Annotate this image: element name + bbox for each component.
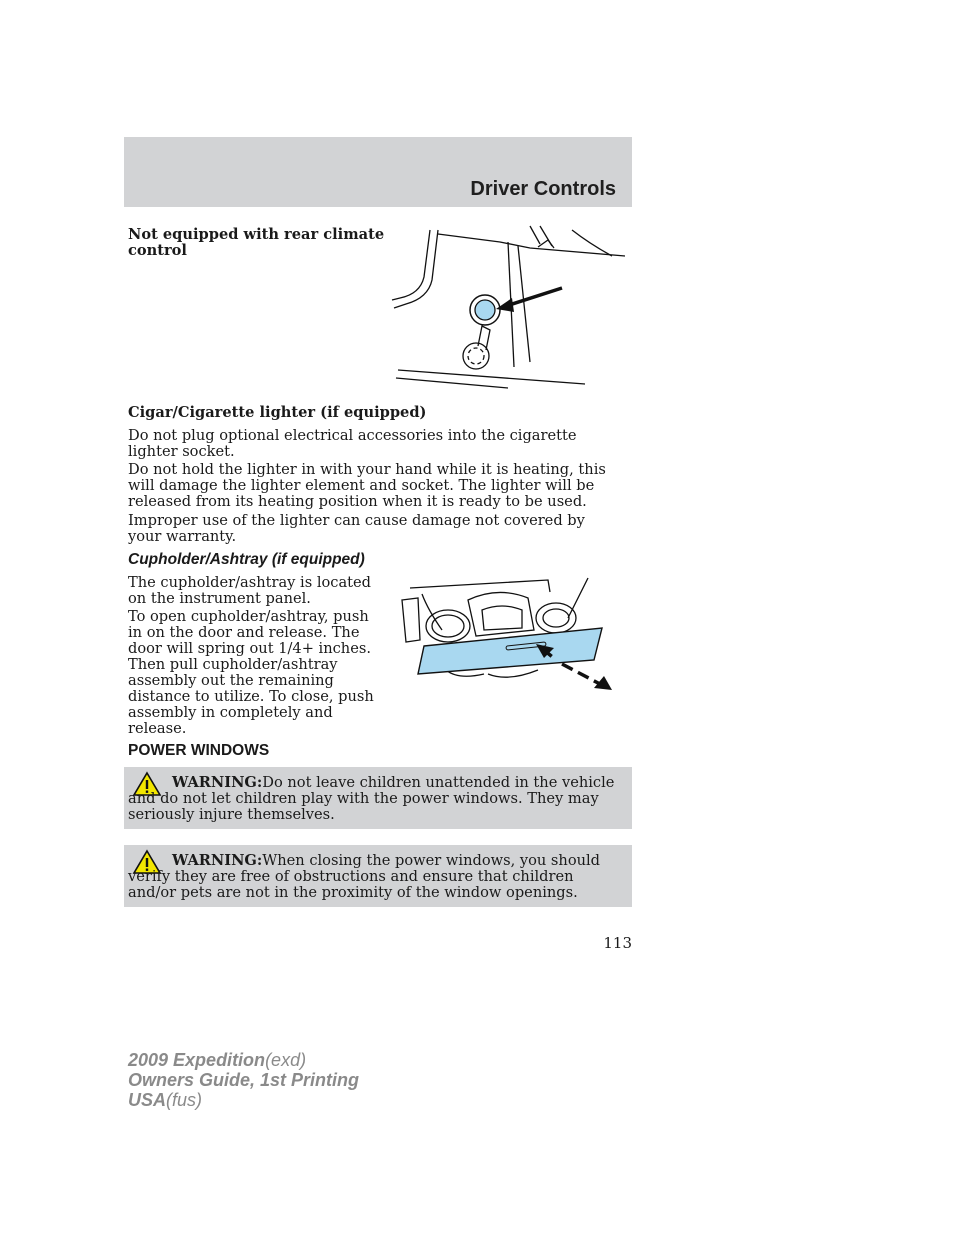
lighter-label <box>128 227 384 259</box>
section-title: Driver Controls <box>470 178 616 200</box>
cupholder-paragraph-1: The cupholder/ashtray is located on the instrument panel. <box>128 574 372 607</box>
warning-box-2 <box>124 845 632 907</box>
warning-2-label: WARNING: <box>172 852 263 869</box>
lighter-paragraph-3: Improper use of the lighter can cause damage not covered by your warranty. <box>128 512 585 545</box>
footer-region-code: (fus) <box>166 1090 203 1110</box>
footer-model-code: (exd) <box>265 1050 307 1070</box>
power-windows-heading: POWER WINDOWS <box>128 742 270 759</box>
cupholder-paragraph-2: To open cupholder/ashtray, push in on the door and release. The door will spring out 1/4+ inches. Then pull cupholder/ashtray assembly out the remaining distance to utilize. To close, push assembly in completely and release. <box>128 608 374 737</box>
lighter-heading: Cigar/Cigarette lighter (if equipped) <box>128 404 427 421</box>
warning-2-body: When closing the power windows, you should verify they are free of obstructions and ensure that children and/or pets are not in the proximity of the window openings. <box>128 852 601 901</box>
cupholder-heading: Cupholder/Ashtray (if equipped) <box>128 551 365 568</box>
section-header-band <box>124 137 632 207</box>
footer-imprint <box>128 1050 359 1110</box>
lighter-illustration <box>390 222 630 392</box>
footer-model: 2009 Expedition <box>128 1050 266 1070</box>
lighter-label-line2: control <box>128 242 187 259</box>
warning-1-label: WARNING: <box>172 774 263 791</box>
page-number: 113 <box>603 934 632 952</box>
lighter-label-line1: Not equipped with rear climate <box>128 226 385 243</box>
lighter-paragraph-2: Do not hold the lighter in with your hand while it is heating, this will damage the lighter element and socket. The lighter will be released from its heating position when it is ready to be used. <box>128 461 606 510</box>
lighter-paragraph-1: Do not plug optional electrical accessories into the cigarette lighter socket. <box>128 427 577 460</box>
warning-box-1 <box>124 767 632 829</box>
warning-1-text <box>128 775 624 823</box>
cupholder-illustration <box>398 570 618 695</box>
warning-1-body: Do not leave children unattended in the vehicle and do not let children play with the power windows. They may seriously injure themselves. <box>128 774 615 823</box>
footer-guide: Owners Guide, 1st Printing <box>128 1070 360 1090</box>
warning-2-text <box>128 853 624 901</box>
footer-region: USA <box>128 1090 167 1110</box>
